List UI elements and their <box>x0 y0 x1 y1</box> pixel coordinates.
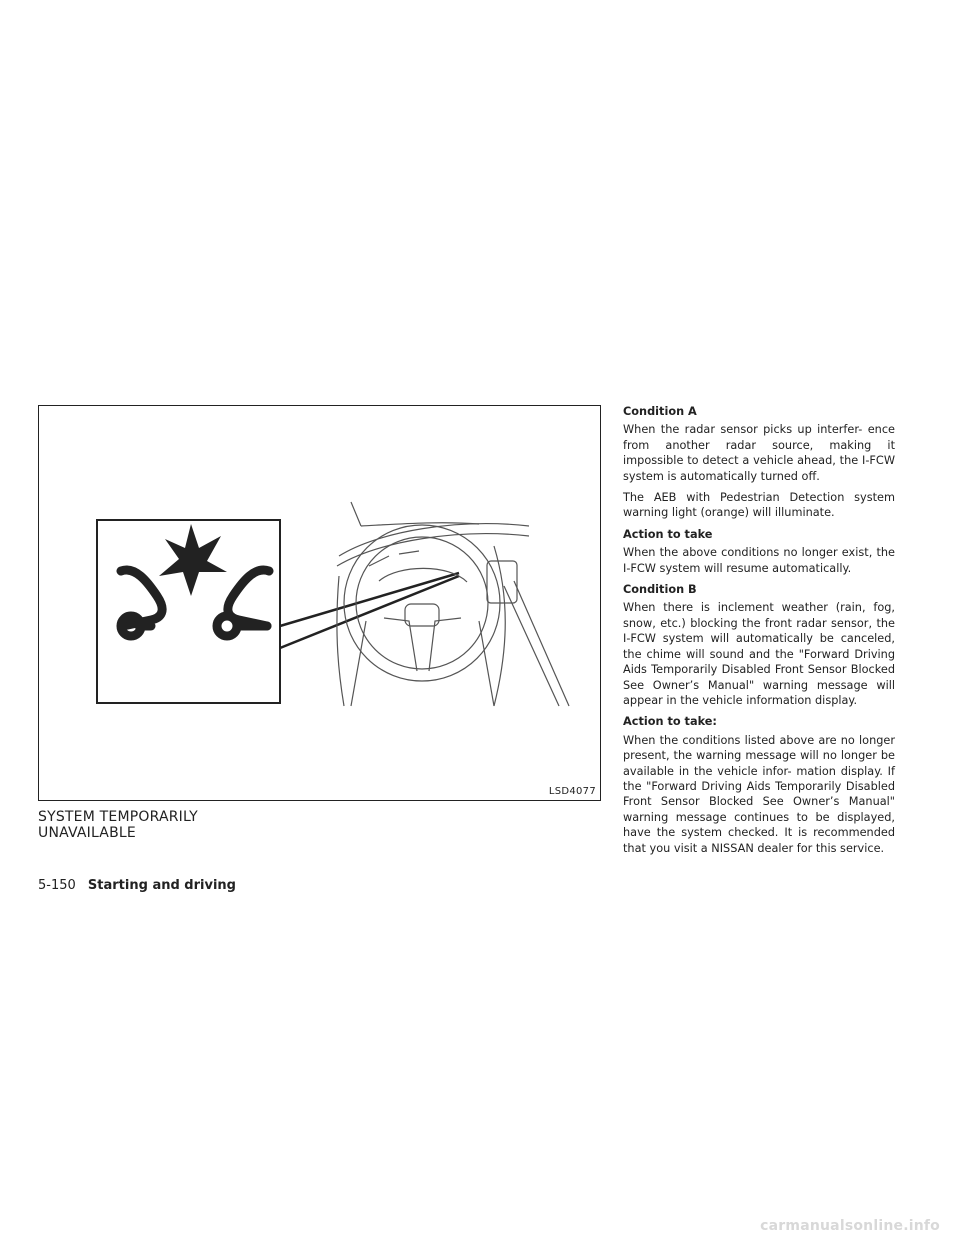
chapter-title: Starting and driving <box>87 878 236 893</box>
warning-light-illustration <box>38 405 601 801</box>
steering-wheel-sketch <box>337 502 569 706</box>
condition-b-title: Condition B <box>623 583 697 597</box>
figure-code: LSD4077 <box>548 786 596 797</box>
section-heading-line2: UNAVAILABLE <box>38 825 136 841</box>
action-a-paragraph: When the above conditions no longer exist, the I-FCW system will resume automatically. <box>623 546 895 575</box>
page-number: 5-150 <box>38 878 76 893</box>
watermark: carmanualsonline.info <box>760 1218 940 1234</box>
page-footer <box>38 878 236 893</box>
dashboard-drawing <box>39 406 600 800</box>
condition-a-paragraph-1: When the radar sensor picks up interfer- ence from another radar source, making it impossible to detect a vehicle ahead, the I-FCW system is automatically turned off. <box>623 423 895 483</box>
condition-b-paragraph: When there is inclement weather (rain, fog, snow, etc.) blocking the front radar sensor, the I-FCW system will automatically be canceled, the chime will sound and the "Forward Driving Aids Temporarily Disabled Front Sensor Blocked See Owner’s Manual" warning message will appear in the vehicle information display. <box>623 601 895 707</box>
section-heading-line1: SYSTEM TEMPORARILY <box>38 809 198 825</box>
action-b-title: Action to take: <box>623 715 717 729</box>
condition-a-title: Condition A <box>623 405 697 418</box>
action-a-title: Action to take <box>623 527 713 541</box>
section-heading <box>38 809 298 841</box>
condition-a-paragraph-2: The AEB with Pedestrian Detection system warning light (orange) will illuminate. <box>623 491 895 520</box>
body-text-column <box>623 404 895 862</box>
action-b-paragraph: When the conditions listed above are no longer present, the warning message will no longer be available in the vehicle infor- mation display. If the "Forward Driving Aids Temporarily Disabled Front Sensor Blocked See Owner’s Manual" warning message continues to be displayed, have the system checked. It is recommended that you visit a NISSAN dealer for this service. <box>623 733 895 855</box>
